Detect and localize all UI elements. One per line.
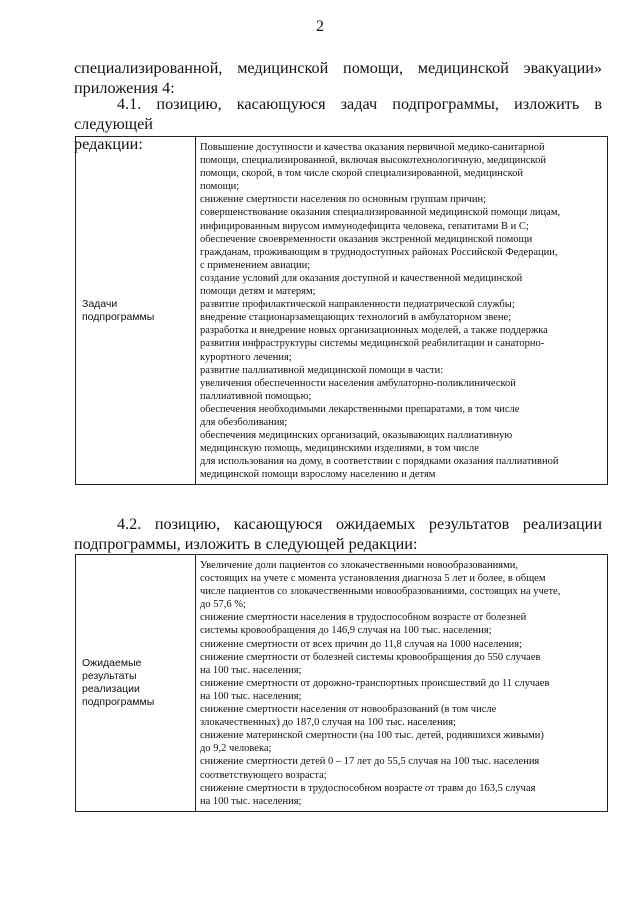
tasks-text-line: разработка и внедрение новых организационных моделей, а также поддержка [200,325,548,337]
intro-line-2: приложения 4: [74,79,175,97]
results-label-line: реализации [82,682,140,695]
section-4-2-heading [74,514,602,554]
intro-word: эвакуации» [523,59,602,77]
tasks-text-line: медицинскую помощь, медицинскими изделиями, в том числе [200,443,479,455]
results-text-line: снижение смертности населения в трудоспособном возрасте от болезней [200,612,527,624]
results-text-line: числе пациентов со злокачественными новообразованиями, состоящих на учете, [200,586,561,598]
results-text-line: соответствующего возраста; [200,769,327,781]
results-table [75,554,608,812]
tasks-label-cell [76,137,196,485]
tasks-text-line: помощи, скорой, в том числе скорой специализированной, медицинской [200,168,524,180]
tasks-text-line: обеспечение своевременности оказания экстренной медицинской помощи [200,233,533,245]
results-text-line: снижение смертности населения от новообразований (в том числе [200,704,497,716]
results-content-cell [196,555,608,812]
tasks-text-line: гражданам, проживающим в труднодоступных районах Российской Федерации, [200,246,558,258]
heading-word: ожидаемых [336,515,416,533]
tasks-text-line: помощи; [200,181,240,193]
results-text-line: снижение смертности от всех причин до 11,8 случая на 1000 населения; [200,638,523,650]
results-text-line: снижение материнской смертности (на 100 тыс. детей, родившихся живыми) [200,730,544,742]
tasks-text-line: совершенствование оказания специализированной медицинской помощи лицам, [200,207,561,219]
results-text-line: на 100 тыс. населения; [200,795,302,807]
results-text-line: на 100 тыс. населения; [200,664,302,676]
section-4-1-heading-line1: 4.1. позицию, касающуюся задач подпрограммы, изложить в следующей [74,95,602,133]
tasks-text-line: увеличения обеспеченности населения амбулаторно-поликлинической [200,377,516,389]
results-text-line: до 9,2 человека; [200,743,272,755]
results-text-line: до 57,6 %; [200,599,246,611]
tasks-text-line: обеспечения медицинских организаций, оказывающих паллиативную [200,430,513,442]
tasks-text-line: помощи, специализированной, включая высокотехнологичную, медицинской [200,155,546,167]
heading-word: реализации [522,515,603,533]
tasks-text-line: снижение смертности населения по основным группам причин; [200,194,487,206]
results-text-line: состоящих на учете с момента установления диагноза 5 лет и более, в общем [200,573,546,585]
tasks-text-line: Повышение доступности и качества оказания первичной медико-санитарной [200,142,545,153]
tasks-text-line: внедрение стационарзамещающих технологий в амбулаторном звене; [200,312,512,324]
tasks-label-line: подпрограммы [82,310,155,323]
results-text-line: злокачественных) до 187,0 случая на 100 тыс. населения; [200,717,456,729]
tasks-text-line: медицинской помощи взрослому населению и детям [200,469,436,481]
intro-word: специализированной, [74,59,223,77]
table-row [76,555,608,812]
tasks-text-line: создание условий для оказания доступной и качественной медицинской [200,272,523,284]
section-4-2-heading-line2: подпрограммы, изложить в следующей редакции: [74,535,418,553]
tasks-text-line: помощи детям и матерям; [200,286,316,298]
results-label-line: результаты [82,669,137,682]
tasks-text-line: развитие паллиативной медицинской помощи в части: [200,364,444,376]
results-text-line: снижение смертности от дорожно-транспортных происшествий до 11 случаев [200,677,550,689]
tasks-text-line: развитие профилактической направленности педиатрической службы; [200,299,515,311]
heading-word: результатов [428,515,510,533]
intro-word: медицинской [417,59,509,77]
results-text-line: Увеличение доли пациентов со злокачественными новообразованиями, [200,560,518,571]
tasks-text-line: инфицированным вирусом иммунодефицита человека, гепатитами В и С; [200,220,529,232]
tasks-text-line: развития инфраструктуры системы медицинской реабилитации и санаторно- [200,338,545,350]
results-label-cell [76,555,196,812]
heading-word: касающуюся [233,515,323,533]
results-text-line: на 100 тыс. населения; [200,690,302,702]
tasks-label-line: Задачи [82,297,118,310]
results-label-line: Ожидаемые [82,656,142,669]
results-text-line: снижение смертности в трудоспособном возрасте от травм до 163,5 случая [200,782,536,794]
section-4-2-heading-line1 [74,514,602,534]
intro-word: медицинской [237,59,329,77]
table-row [76,137,608,485]
heading-word: 4.2. позицию, [117,515,221,533]
results-text-line: снижение смертности от болезней системы кровообращения до 550 случаев [200,651,541,663]
tasks-content-cell [196,137,608,485]
tasks-text-line: с применением авиации; [200,259,311,271]
intro-word: помощи, [343,59,404,77]
tasks-text-line: паллиативной помощью; [200,390,312,402]
results-label-line: подпрограммы [82,695,155,708]
results-text-line: системы кровообращения до 146,9 случая на 100 тыс. населения; [200,625,492,637]
intro-paragraph [74,58,602,78]
page-number: 2 [316,18,324,35]
results-text-line: снижение смертности детей 0 – 17 лет до 55,5 случая на 100 тыс. населения [200,756,540,768]
tasks-text-line: для обезболивания; [200,416,288,428]
tasks-table [75,136,608,485]
tasks-text-line: курортного лечения; [200,351,292,363]
tasks-text-line: для использования на дому, в соответствии с порядками оказания паллиативной [200,456,559,468]
section-4-1-heading-line2: редакции: [74,135,143,153]
tasks-text-line: обеспечения необходимыми лекарственными препаратами, в том числе [200,403,520,415]
